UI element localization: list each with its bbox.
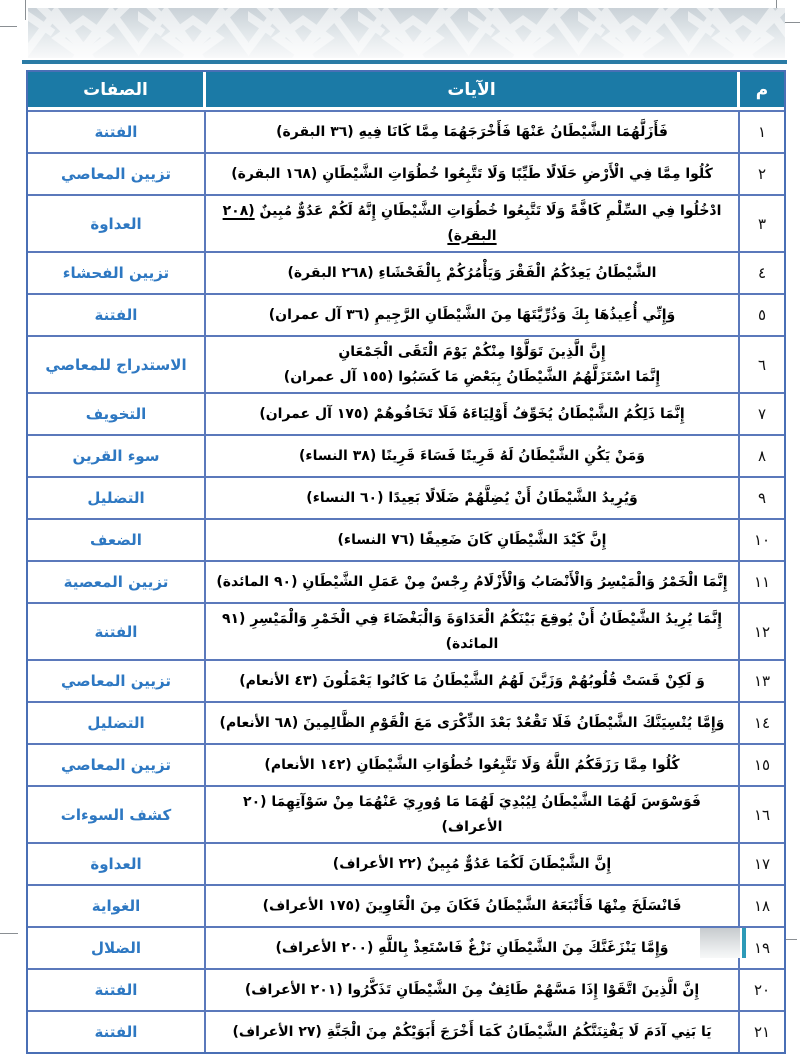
row-number: ١٣ <box>740 659 784 701</box>
attribute-label: العداوة <box>28 194 206 251</box>
row-number: ٤ <box>740 251 784 293</box>
verse-text: يَا بَنِي آدَمَ لَا يَفْتِنَنَّكُمُ الشَّيْطَانُ كَمَا أَخْرَجَ أَبَوَيْكُمْ مِنَ الْجَنَّةِ (٢٧ الأعراف) <box>206 1010 740 1052</box>
crop-mark-top-left-vertical <box>25 0 26 20</box>
attribute-label: الضلال <box>28 926 206 968</box>
table-row <box>28 743 784 785</box>
attribute-label: الفتنة <box>28 1010 206 1052</box>
row-number: ٨ <box>740 434 784 476</box>
verse-text: إِنَّمَا ذَلِكُمُ الشَّيْطَانُ يُخَوِّفُ أَوْلِيَاءَهُ فَلَا تَخَافُوهُمْ (١٧٥ آل عمران) <box>206 392 740 434</box>
attribute-label: تزيين المعاصي <box>28 152 206 194</box>
verse-text: إِنَّ الَّذِينَ تَوَلَّوْا مِنْكُمْ يَوْمَ الْتَقَى الْجَمْعَانِ إِنَّمَا اسْتَزَلَّهُمُ الشَّيْطَانُ بِبَعْضِ مَا كَسَبُوا (١٥٥ آل عمران) <box>206 335 740 392</box>
table-row <box>28 518 784 560</box>
verse-text: وَإِمَّا يَنْزَغَنَّكَ مِنَ الشَّيْطَانِ نَزْغٌ فَاسْتَعِذْ بِاللَّهِ (٢٠٠ الأعراف) <box>206 926 740 968</box>
attribute-label: كشف السوءات <box>28 785 206 842</box>
attribute-label: تزيين المعصية <box>28 560 206 602</box>
table-row <box>28 785 784 842</box>
row-number: ١٠ <box>740 518 784 560</box>
row-number: ١٧ <box>740 842 784 884</box>
attribute-label: الاستدراج للمعاصي <box>28 335 206 392</box>
column-header-attributes: الصفات <box>28 72 206 110</box>
verse-text: فَوَسْوَسَ لَهُمَا الشَّيْطَانُ لِيُبْدِيَ لَهُمَا مَا وُورِيَ عَنْهُمَا مِنْ سَوْآتِهِمَا (٢٠ الأعراف) <box>206 785 740 842</box>
verse-text: كُلُوا مِمَّا فِي الْأَرْضِ حَلَالًا طَيِّبًا وَلَا تَتَّبِعُوا خُطُوَاتِ الشَّيْطَانِ (١٦٨ البقرة) <box>206 152 740 194</box>
column-header-verses: الآيات <box>206 72 740 110</box>
attribute-label: الضعف <box>28 518 206 560</box>
verse-text: وَإِمَّا يُنْسِيَنَّكَ الشَّيْطَانُ فَلَا تَقْعُدْ بَعْدَ الذِّكْرَى مَعَ الْقَوْمِ الظَّالِمِينَ (٦٨ الأنعام) <box>206 701 740 743</box>
footer-accent-bar <box>700 928 740 958</box>
row-number: ١٩ <box>740 926 784 968</box>
table-row <box>28 251 784 293</box>
table-row <box>28 842 784 884</box>
verse-text: الشَّيْطَانُ يَعِدُكُمُ الْفَقْرَ وَيَأْمُرُكُمْ بِالْفَحْشَاءِ (٢٦٨ البقرة) <box>206 251 740 293</box>
attribute-label: سوء القرين <box>28 434 206 476</box>
verse-text: وَمَنْ يَكُنِ الشَّيْطَانُ لَهُ قَرِينًا فَسَاءَ قَرِينًا (٣٨ النساء) <box>206 434 740 476</box>
geometric-pattern-icon <box>28 8 785 58</box>
attribute-label: الغواية <box>28 884 206 926</box>
attribute-label: الفتنة <box>28 968 206 1010</box>
row-number: ١٨ <box>740 884 784 926</box>
verse-text: إِنَّ الَّذِينَ اتَّقَوْا إِذَا مَسَّهُمْ طَائِفٌ مِنَ الشَّيْطَانِ تَذَكَّرُوا (٢٠١ الأعراف) <box>206 968 740 1010</box>
table-row <box>28 434 784 476</box>
row-number: ١ <box>740 110 784 152</box>
table-row <box>28 1010 784 1052</box>
row-number: ٦ <box>740 335 784 392</box>
verse-text: وَإِنِّي أُعِيذُهَا بِكَ وَذُرِّيَّتَهَا مِنَ الشَّيْطَانِ الرَّجِيمِ (٣٦ آل عمران) <box>206 293 740 335</box>
verse-text: ادْخُلُوا فِي السِّلْمِ كَافَّةً وَلَا تَتَّبِعُوا خُطُوَاتِ الشَّيْطَانِ إِنَّهُ لَكُمْ عَدُوٌّ مُبِينٌ (٢٠٨ البقرة) <box>206 194 740 251</box>
attribute-label: تزيين المعاصي <box>28 659 206 701</box>
row-number: ٢١ <box>740 1010 784 1052</box>
row-number: ١٤ <box>740 701 784 743</box>
attribute-label: الفتنة <box>28 602 206 659</box>
attribute-label: التضليل <box>28 476 206 518</box>
row-number: ٢٠ <box>740 968 784 1010</box>
footer-accent-line <box>742 928 746 958</box>
crop-mark-top-left-horizontal <box>0 26 17 27</box>
verse-text: إِنَّمَا يُرِيدُ الشَّيْطَانُ أَنْ يُوقِعَ بَيْنَكُمُ الْعَدَاوَةَ وَالْبَغْضَاءَ فِي الْخَمْرِ وَالْمَيْسِرِ (٩١ المائدة) <box>206 602 740 659</box>
verse-text: إِنَّ كَيْدَ الشَّيْطَانِ كَانَ ضَعِيفًا (٧٦ النساء) <box>206 518 740 560</box>
table-row <box>28 293 784 335</box>
row-number: ٧ <box>740 392 784 434</box>
table-row <box>28 659 784 701</box>
decorative-geometric-band <box>28 8 785 58</box>
table-row <box>28 701 784 743</box>
row-number: ١١ <box>740 560 784 602</box>
attribute-label: التخويف <box>28 392 206 434</box>
verses-table <box>26 70 786 1054</box>
attribute-label: التضليل <box>28 701 206 743</box>
row-number: ٣ <box>740 194 784 251</box>
column-header-number: م <box>740 72 784 110</box>
row-number: ١٦ <box>740 785 784 842</box>
verse-text: فَانْسَلَخَ مِنْهَا فَأَتْبَعَهُ الشَّيْطَانُ فَكَانَ مِنَ الْغَاوِينَ (١٧٥ الأعراف) <box>206 884 740 926</box>
attribute-label: الفتنة <box>28 110 206 152</box>
verse-text: وَ لَكِنْ قَسَتْ قُلُوبُهُمْ وَزَيَّنَ لَهُمُ الشَّيْطَانُ مَا كَانُوا يَعْمَلُونَ (٤٣ الأنعام) <box>206 659 740 701</box>
verse-text: كُلُوا مِمَّا رَزَقَكُمُ اللَّهُ وَلَا تَتَّبِعُوا خُطُوَاتِ الشَّيْطَانِ (١٤٢ الأنعام) <box>206 743 740 785</box>
row-number: ٩ <box>740 476 784 518</box>
table-row <box>28 152 784 194</box>
table-header-row <box>28 72 784 110</box>
verse-text: إِنَّ الشَّيْطَانَ لَكُمَا عَدُوٌّ مُبِينٌ (٢٢ الأعراف) <box>206 842 740 884</box>
crop-mark-top-right-horizontal <box>783 22 800 23</box>
verse-text: إِنَّمَا الْخَمْرُ وَالْمَيْسِرُ وَالْأَنْصَابُ وَالْأَزْلَامُ رِجْسٌ مِنْ عَمَلِ الشَّيْطَانِ (٩٠ المائدة) <box>206 560 740 602</box>
attribute-label: الفتنة <box>28 293 206 335</box>
table-row <box>28 968 784 1010</box>
table-row <box>28 884 784 926</box>
attribute-label: العداوة <box>28 842 206 884</box>
attribute-label: تزيين المعاصي <box>28 743 206 785</box>
table-row <box>28 392 784 434</box>
row-number: ١٥ <box>740 743 784 785</box>
header-divider-rule <box>22 60 787 64</box>
table-row <box>28 110 784 152</box>
table-row <box>28 602 784 659</box>
row-number: ٥ <box>740 293 784 335</box>
table-row <box>28 335 784 392</box>
crop-mark-bottom-left-horizontal <box>0 933 18 934</box>
row-number: ١٢ <box>740 602 784 659</box>
verse-text: فَأَزَلَّهُمَا الشَّيْطَانُ عَنْهَا فَأَخْرَجَهُمَا مِمَّا كَانَا فِيهِ (٣٦ البقرة) <box>206 110 740 152</box>
verse-text: وَيُرِيدُ الشَّيْطَانُ أَنْ يُضِلَّهُمْ ضَلَالًا بَعِيدًا (٦٠ النساء) <box>206 476 740 518</box>
table-row <box>28 560 784 602</box>
attribute-label: تزيين الفحشاء <box>28 251 206 293</box>
table-row <box>28 194 784 251</box>
row-number: ٢ <box>740 152 784 194</box>
table-row <box>28 476 784 518</box>
